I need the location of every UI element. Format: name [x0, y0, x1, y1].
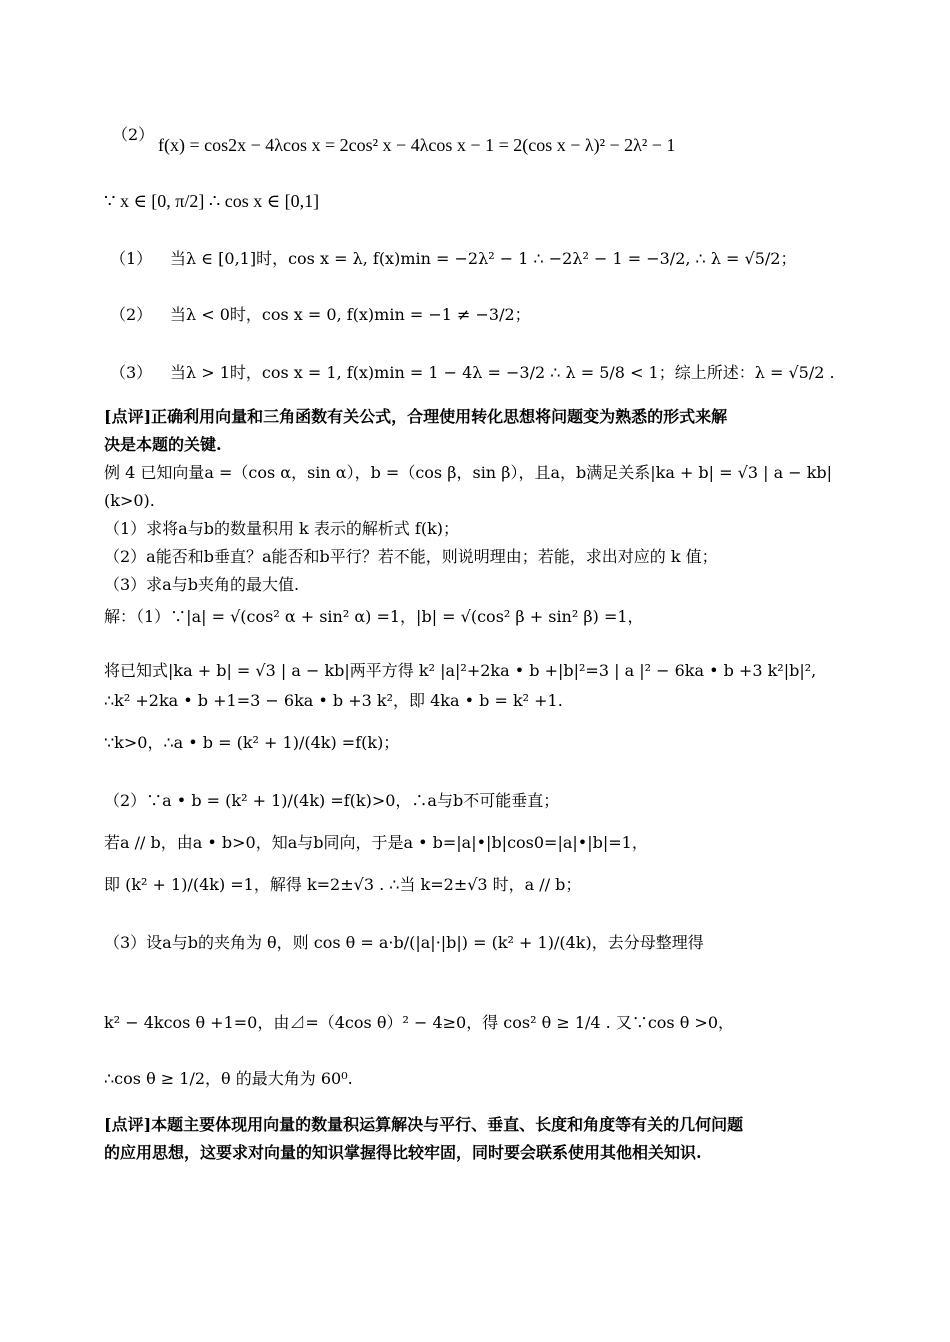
- equation-f: f(x) = cos2x − 4λcos x = 2cos² x − 4λcos x − 1 = 2(cos x − λ)² − 2λ² − 1: [158, 135, 676, 155]
- comment2-line2: 的应用思想，这要求对向量的知识掌握得比较牢固，同时要会联系使用其他相关知识.: [104, 1143, 702, 1162]
- solution-line-5: （2）∵a • b = (k² + 1)/(4k) =f(k)>0，∴a与b不可能垂直；: [104, 791, 560, 810]
- case2-label: （2）: [110, 305, 153, 324]
- comment2-line1: [点评]本题主要体现用向量的数量积运算解决与平行、垂直、长度和角度等有关的几何问题: [104, 1115, 744, 1134]
- case3-label: （3）: [110, 363, 153, 382]
- example4-line2: (k>0).: [104, 491, 155, 510]
- case1-text: 当λ ∈ [0,1]时，cos x = λ, f(x)min = −2λ² − 1 ∴ −2λ² − 1 = −3/2, ∴ λ = √5/2；: [170, 249, 797, 268]
- solution-line-6: 若a // b，由a • b>0，知a与b同向，于是a • b=|a|•|b|cos0=|a|•|b|=1，: [104, 833, 648, 852]
- comment1-line1: [点评]正确利用向量和三角函数有关公式，合理使用转化思想将问题变为熟悉的形式来解: [104, 407, 728, 426]
- question-3: （3）求a与b夹角的最大值.: [104, 575, 300, 594]
- domain-line: ∵ x ∈ [0, π/2] ∴ cos x ∈ [0,1]: [104, 191, 320, 211]
- solution-line-3: ∴k² +2ka • b +1=3 − 6ka • b +3 k²，即 4ka • b = k² +1.: [104, 691, 563, 710]
- solution-line-7: 即 (k² + 1)/(4k) =1，解得 k=2±√3 . ∴当 k=2±√3 时，a // b；: [104, 875, 582, 894]
- case1-label: （1）: [110, 249, 153, 268]
- part2-label: （2）: [112, 125, 155, 144]
- case3-text: 当λ > 1时，cos x = 1, f(x)min = 1 − 4λ = −3/2 ∴ λ = 5/8 < 1；综上所述：λ = √5/2 .: [170, 363, 835, 382]
- case2-text: 当λ < 0时，cos x = 0, f(x)min = −1 ≠ −3/2；: [170, 305, 531, 324]
- example4-line1: 例 4 已知向量a =（cos α，sin α），b =（cos β，sin β），且a，b满足关系|ka + b| = √3 | a − kb|: [104, 463, 833, 482]
- question-1: （1）求将a与b的数量积用 k 表示的解析式 f(k)；: [104, 519, 460, 538]
- solution-line-8: （3）设a与b的夹角为 θ，则 cos θ = a·b/(|a|·|b|) = (k² + 1)/(4k)，去分母整理得: [104, 933, 704, 952]
- solution-line-1: 解：（1）∵|a| = √(cos² α + sin² α) =1，|b| = √(cos² β + sin² β) =1，: [104, 607, 644, 626]
- solution-line-4: ∵k>0，∴a • b = (k² + 1)/(4k) =f(k)；: [104, 733, 400, 752]
- solution-line-2: 将已知式|ka + b| = √3 | a − kb|两平方得 k² |a|²+2ka • b +|b|²=3 | a |² − 6ka • b +3 k²|b|²,: [104, 661, 817, 680]
- comment1-line2: 决是本题的关键.: [104, 435, 222, 454]
- solution-line-9: k² − 4kcos θ +1=0，由⊿=（4cos θ）² − 4≥0，得 cos² θ ≥ 1/4 . 又∵cos θ >0，: [104, 1013, 735, 1032]
- question-2: （2）a能否和b垂直？a能否和b平行？若不能，则说明理由；若能，求出对应的 k 值；: [104, 547, 718, 566]
- solution-line-10: ∴cos θ ≥ 1/2，θ 的最大角为 60⁰.: [104, 1069, 353, 1088]
